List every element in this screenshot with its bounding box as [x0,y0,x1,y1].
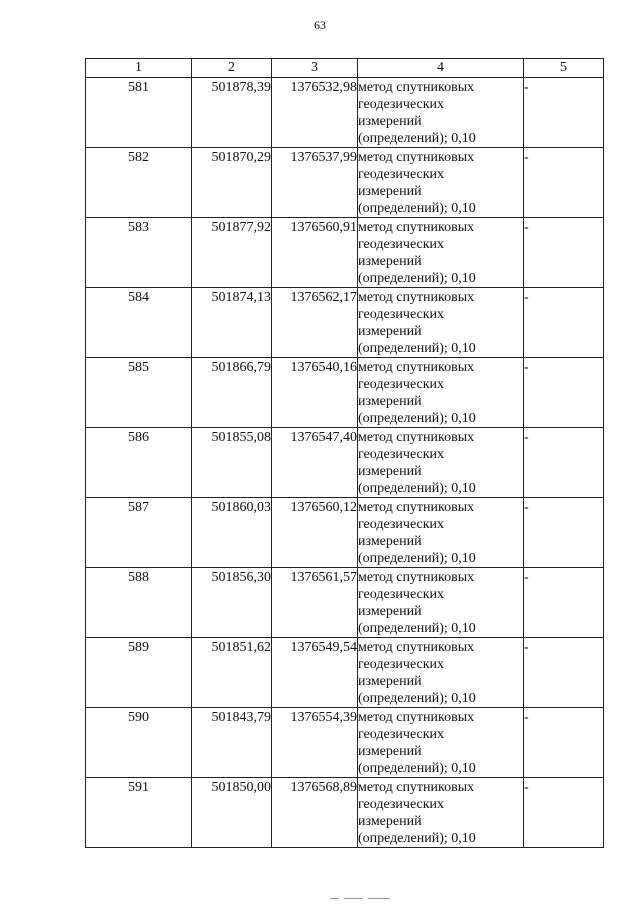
notes-cell: - [524,148,604,218]
x-coordinate-cell: 501878,39 [192,78,272,148]
method-line: геодезических [358,167,445,182]
notes-cell: - [524,778,604,848]
method-line: метод спутниковых [358,80,475,95]
point-number-cell: 589 [86,638,192,708]
table-row [86,218,604,288]
point-number-cell: 590 [86,708,192,778]
method-cell [358,498,524,568]
method-cell [358,708,524,778]
notes-cell: - [524,568,604,638]
method-line: (определений); 0,10 [358,201,476,216]
method-line: (определений); 0,10 [358,691,476,706]
method-line: метод спутниковых [358,290,475,305]
table-row [86,498,604,568]
page-number: 63 [314,18,326,32]
table-row [86,358,604,428]
notes-cell: - [524,78,604,148]
method-line: измерений [358,394,422,409]
notes-cell: - [524,638,604,708]
notes-cell: - [524,218,604,288]
y-coordinate-cell: 1376562,17 [272,288,358,358]
notes-cell: - [524,428,604,498]
method-line: (определений); 0,10 [358,131,476,146]
method-cell [358,568,524,638]
method-line: измерений [358,674,422,689]
x-coordinate-cell: 501851,62 [192,638,272,708]
point-number-cell: 591 [86,778,192,848]
table-row [86,78,604,148]
x-coordinate-cell: 501855,08 [192,428,272,498]
method-cell [358,428,524,498]
method-line: геодезических [358,587,445,602]
notes-cell: - [524,498,604,568]
method-line: метод спутниковых [358,710,475,725]
column-header-4: 4 [358,59,524,78]
method-line: метод спутниковых [358,430,475,445]
point-number-cell: 583 [86,218,192,288]
method-line: (определений); 0,10 [358,761,476,776]
notes-cell: - [524,288,604,358]
method-line: (определений); 0,10 [358,551,476,566]
method-line: геодезических [358,377,445,392]
x-coordinate-cell: 501866,79 [192,358,272,428]
method-line: (определений); 0,10 [358,271,476,286]
method-line: метод спутниковых [358,780,475,795]
table-row [86,428,604,498]
method-line: измерений [358,744,422,759]
method-line: метод спутниковых [358,640,475,655]
table-row [86,778,604,848]
point-number-cell: 581 [86,78,192,148]
x-coordinate-cell: 501874,13 [192,288,272,358]
method-cell [358,288,524,358]
notes-cell: - [524,708,604,778]
table-row [86,568,604,638]
x-coordinate-cell: 501870,29 [192,148,272,218]
method-line: (определений); 0,10 [358,341,476,356]
table-row [86,288,604,358]
point-number-cell: 586 [86,428,192,498]
y-coordinate-cell: 1376561,57 [272,568,358,638]
method-line: геодезических [358,237,445,252]
y-coordinate-cell: 1376537,99 [272,148,358,218]
point-number-cell: 585 [86,358,192,428]
x-coordinate-cell: 501843,79 [192,708,272,778]
method-line: измерений [358,604,422,619]
method-line: (определений); 0,10 [358,831,476,846]
bottom-edge-marks [330,898,430,904]
y-coordinate-cell: 1376568,89 [272,778,358,848]
notes-cell: - [524,358,604,428]
method-line: измерений [358,184,422,199]
y-coordinate-cell: 1376547,40 [272,428,358,498]
y-coordinate-cell: 1376560,91 [272,218,358,288]
table-body [86,78,604,848]
method-cell [358,78,524,148]
method-line: метод спутниковых [358,500,475,515]
method-line: метод спутниковых [358,360,475,375]
method-line: метод спутниковых [358,570,475,585]
point-number-cell: 588 [86,568,192,638]
method-line: измерений [358,464,422,479]
method-line: метод спутниковых [358,150,475,165]
method-line: измерений [358,324,422,339]
column-header-1: 1 [86,59,192,78]
column-header-3: 3 [272,59,358,78]
point-number-cell: 584 [86,288,192,358]
method-line: (определений); 0,10 [358,411,476,426]
x-coordinate-cell: 501877,92 [192,218,272,288]
y-coordinate-cell: 1376560,12 [272,498,358,568]
method-line: метод спутниковых [358,220,475,235]
table-row [86,708,604,778]
column-header-2: 2 [192,59,272,78]
method-line: измерений [358,534,422,549]
y-coordinate-cell: 1376554,39 [272,708,358,778]
method-cell [358,148,524,218]
table-row [86,148,604,218]
method-line: измерений [358,254,422,269]
method-line: геодезических [358,727,445,742]
method-line: (определений); 0,10 [358,621,476,636]
table-header-row [86,59,604,78]
method-line: геодезических [358,657,445,672]
point-number-cell: 587 [86,498,192,568]
y-coordinate-cell: 1376549,54 [272,638,358,708]
method-cell [358,638,524,708]
method-line: геодезических [358,517,445,532]
method-cell [358,218,524,288]
x-coordinate-cell: 501860,03 [192,498,272,568]
point-number-cell: 582 [86,148,192,218]
x-coordinate-cell: 501850,00 [192,778,272,848]
method-line: геодезических [358,447,445,462]
method-line: геодезических [358,97,445,112]
method-line: геодезических [358,797,445,812]
method-line: измерений [358,114,422,129]
x-coordinate-cell: 501856,30 [192,568,272,638]
method-line: (определений); 0,10 [358,481,476,496]
method-line: измерений [358,814,422,829]
method-cell [358,778,524,848]
table-row [86,638,604,708]
coordinates-table [85,58,604,848]
y-coordinate-cell: 1376540,16 [272,358,358,428]
column-header-5: 5 [524,59,604,78]
method-line: геодезических [358,307,445,322]
method-cell [358,358,524,428]
y-coordinate-cell: 1376532,98 [272,78,358,148]
